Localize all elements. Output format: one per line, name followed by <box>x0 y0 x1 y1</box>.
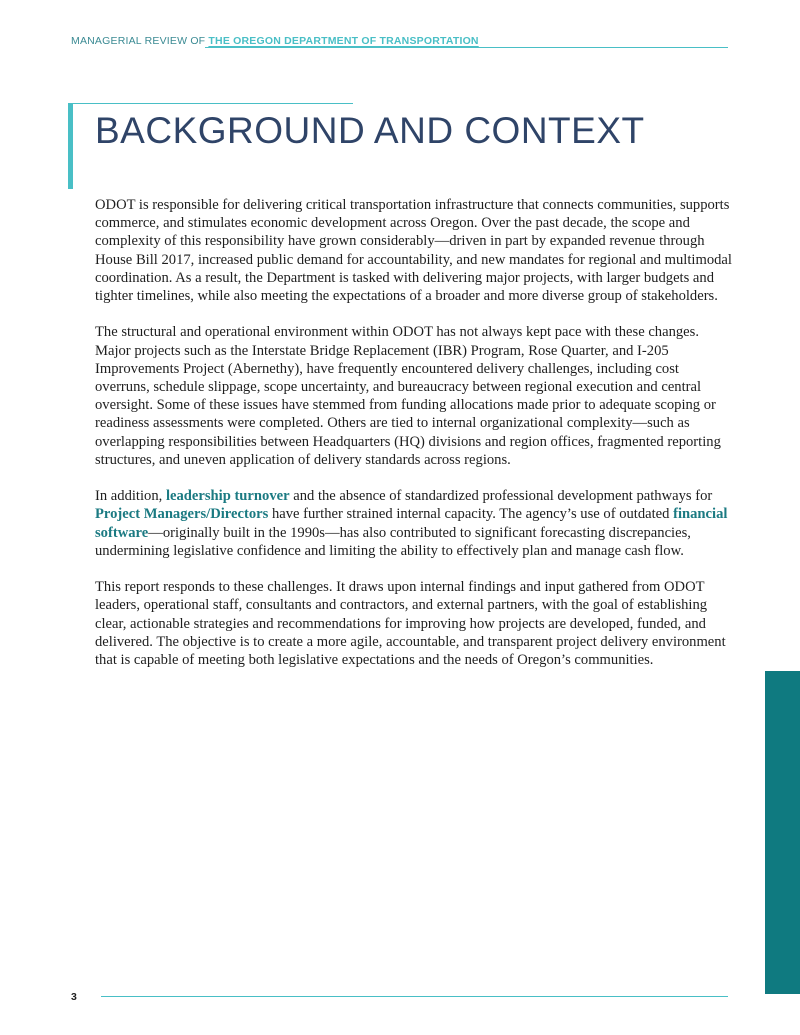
paragraph-3-text-2: and the absence of standardized professional development pathways for <box>289 488 713 505</box>
paragraph-3 <box>95 487 735 560</box>
paragraph-3-text-1: In addition, <box>95 488 166 505</box>
header-rule <box>205 47 728 48</box>
page-title: BACKGROUND AND CONTEXT <box>95 110 645 151</box>
footer-rule <box>101 996 728 997</box>
page-number: 3 <box>71 991 77 1003</box>
header-prefix: MANAGERIAL REVIEW OF <box>71 35 209 47</box>
paragraph-3-text-4: —originally built in the 1990s—has also contributed to significant forecasting discrepancies, undermining legislative confidence and limiting the ability to effectively plan and manage cash flow. <box>95 524 691 559</box>
running-header <box>71 35 479 47</box>
title-top-rule <box>68 103 353 104</box>
side-tab <box>765 671 800 994</box>
title-accent-bar <box>68 104 73 189</box>
body-text <box>95 196 735 687</box>
highlight-leadership-turnover: leadership turnover <box>165 488 290 505</box>
paragraph-1: ODOT is responsible for delivering critical transportation infrastructure that connects communities, supports commerce, and stimulates economic development across Oregon. Over the past decade, the scope and complexity of this responsibility have grown considerably—driven in part by expanded revenue through House Bill 2017, increased public demand for accountability, and new mandates for regional and multimodal coordination. As a result, the Department is tasked with delivering major projects, with larger budgets and tighter timelines, while also meeting the expectations of a broader and more diverse group of stakeholders. <box>95 197 732 305</box>
highlight-financial-software: financial software <box>95 506 728 541</box>
paragraph-2: The structural and operational environment within ODOT has not always kept pace with these changes. Major projects such as the Interstate Bridge Replacement (IBR) Program, Rose Quarter, and I-205 Improvements Project (Abernethy), have frequently encountered delivery challenges, including cost overruns, schedule slippage, scope uncertainty, and bureaucracy between regional execution and central oversight. Some of these issues have stemmed from funding allocations made prior to adequate scoping or readiness assessments were completed. Others are tied to internal organizational complexity—such as overlapping responsibilities between Headquarters (HQ) divisions and region offices, fragmented reporting structures, and uneven application of delivery standards across regions. <box>95 324 721 468</box>
highlight-project-managers: Project Managers/Directors <box>95 506 269 523</box>
paragraph-3-text-3: have further strained internal capacity. The agency’s use of outdated <box>268 506 674 523</box>
header-emphasis: THE OREGON DEPARTMENT OF TRANSPORTATION <box>208 35 479 47</box>
paragraph-4: This report responds to these challenges. It draws upon internal findings and input gathered from ODOT leaders, operational staff, consultants and contractors, and external partners, with the goal of establishing clear, actionable strategies and recommendations for improving how projects are developed, funded, and delivered. The objective is to create a more agile, accountable, and transparent project delivery environment that is capable of meeting both legislative expectations and the needs of Oregon’s communities. <box>95 579 726 669</box>
